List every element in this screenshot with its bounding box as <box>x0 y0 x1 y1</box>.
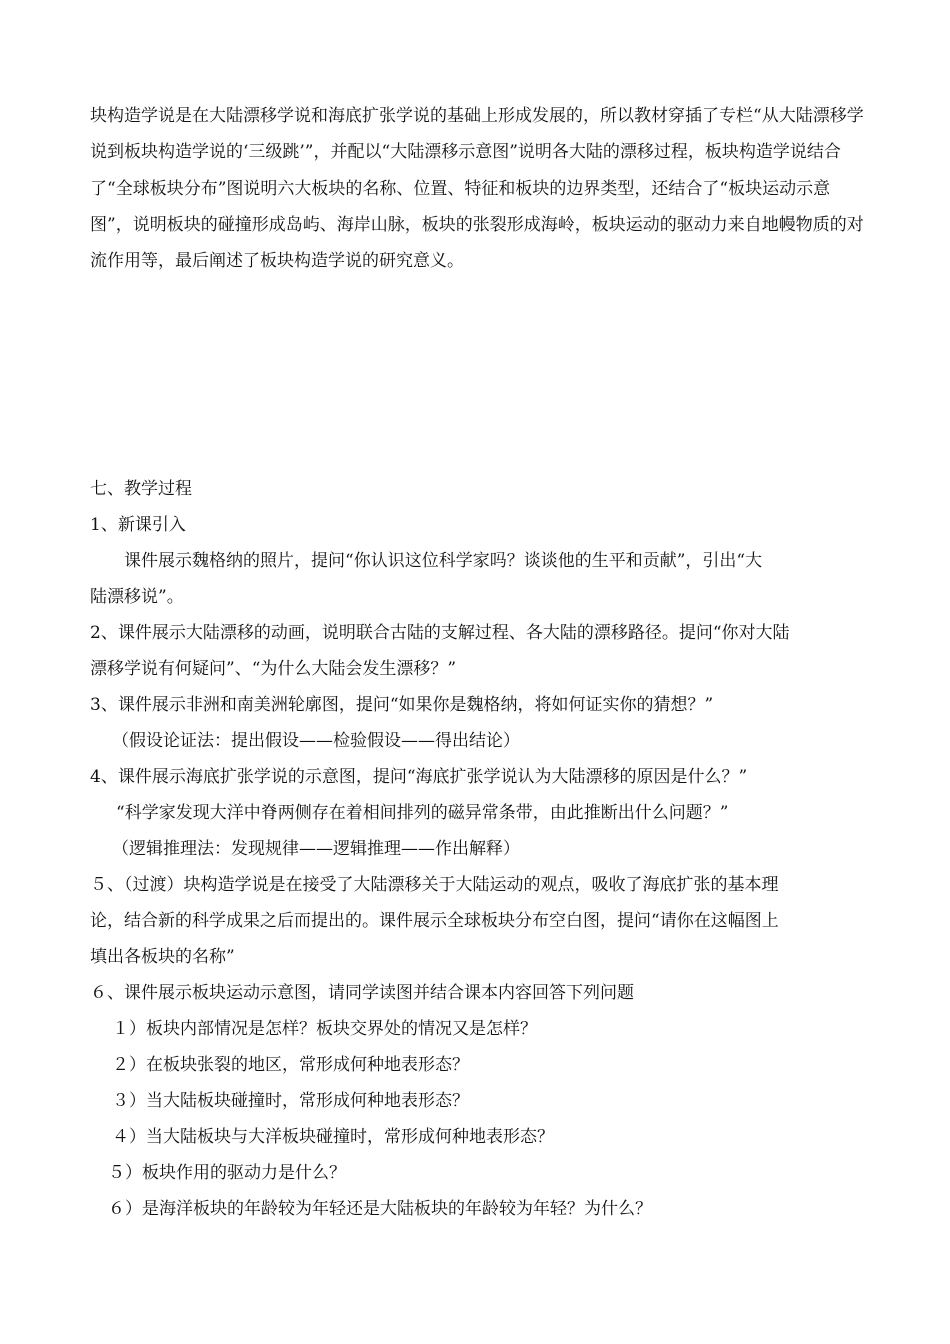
question-4: ４）当大陆板块与大洋板块碰撞时，常形成何种地表形态？ <box>112 1127 554 1147</box>
item-5-text-end: 填出各板块的名称” <box>90 947 235 967</box>
question-5: ５）板块作用的驱动力是什么？ <box>108 1163 346 1183</box>
item-5-text-cont: 论，结合新的科学成果之后而提出的。课件展示全球板块分布空白图，提问“请你在这幅图上 <box>90 911 779 931</box>
question-2: ２）在板块张裂的地区，常形成何种地表形态？ <box>112 1055 469 1075</box>
item-1-text: 课件展示魏格纳的照片，提问“你认识这位科学家吗？谈谈他的生平和贡献”，引出“大 <box>124 551 763 571</box>
item-4-text-cont: “科学家发现大洋中脊两侧存在着相间排列的磁异常条带，由此推断出什么问题？” <box>116 803 729 823</box>
item-3-note: （假设论证法：提出假设——检验假设——得出结论） <box>112 731 520 751</box>
item-4-note: （逻辑推理法：发现规律——逻辑推理——作出解释） <box>112 839 520 859</box>
intro-section <box>90 98 865 279</box>
question-6: ６）是海洋板块的年龄较为年轻还是大陆板块的年龄较为年轻？为什么？ <box>108 1199 652 1219</box>
item-2-text-cont: 漂移学说有何疑问”、“为什么大陆会发生漂移？” <box>90 659 457 679</box>
intro-paragraph: 块构造学说是在大陆漂移学说和海底扩张学说的基础上形成发展的，所以教材穿插了专栏“从大陆漂移学说到板块构造学说的‘三级跳’”，并配以“大陆漂移示意图”说明各大陆的漂移过程，板块构造学说结合了“全球板块分布”图说明六大板块的名称、位置、特征和板块的边界类型，还结合了“板块运动示意图”，说明板块的碰撞形成岛屿、海岸山脉，板块的张裂形成海岭，板块运动的驱动力来自地幔物质的对流作用等，最后阐述了板块构造学说的研究意义。 <box>90 106 864 272</box>
question-3: ３）当大陆板块碰撞时，常形成何种地表形态？ <box>112 1091 469 1111</box>
item-3-text: 3、课件展示非洲和南美洲轮廓图，提问“如果你是魏格纳，将如何证实你的猜想？” <box>90 695 714 715</box>
item-5-text: ５、（过渡）块构造学说是在接受了大陆漂移关于大陆运动的观点，吸收了海底扩张的基本理 <box>90 875 779 895</box>
item-2-text: 2、课件展示大陆漂移的动画，说明联合古陆的支解过程、各大陆的漂移路径。提问“你对大陆 <box>90 623 790 643</box>
item-1-title: 1、新课引入 <box>90 515 186 535</box>
item-6-text: ６、课件展示板块运动示意图，请同学读图并结合课本内容回答下列问题 <box>90 983 634 1003</box>
item-4-text: 4、课件展示海底扩张学说的示意图，提问“海底扩张学说认为大陆漂移的原因是什么？” <box>90 767 748 787</box>
item-1-text-cont: 陆漂移说”。 <box>90 587 184 607</box>
section-heading: 七、教学过程 <box>90 479 192 499</box>
question-1: １）板块内部情况是怎样？板块交界处的情况又是怎样？ <box>112 1019 537 1039</box>
